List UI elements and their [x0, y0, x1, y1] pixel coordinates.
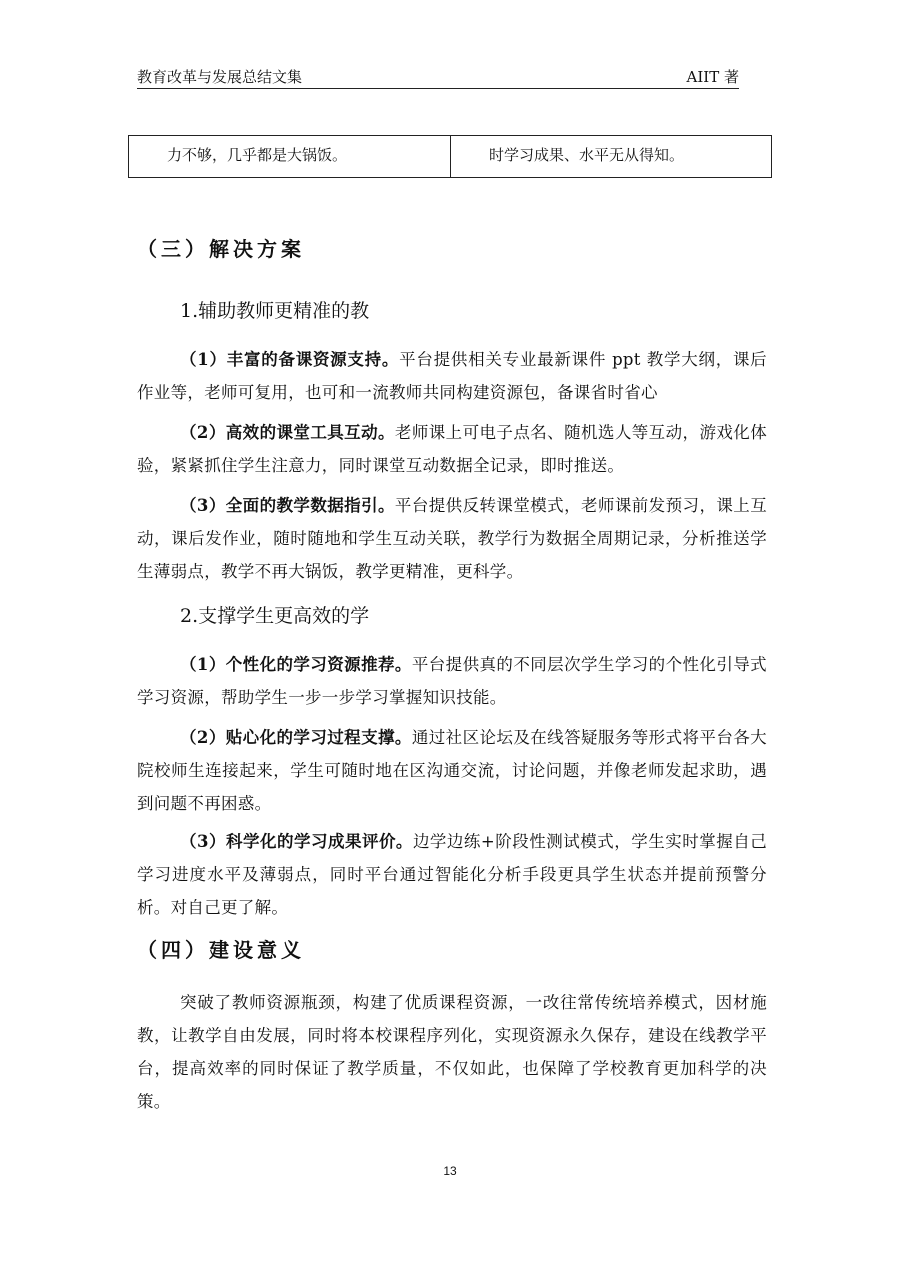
paragraph-lead: （3）全面的教学数据指引。 — [180, 496, 395, 515]
header-author: AIIT 著 — [686, 68, 739, 86]
paragraph-item — [137, 648, 767, 714]
paragraph-item — [137, 825, 767, 924]
page-number: 13 — [443, 1164, 457, 1178]
header-title: 教育改革与发展总结文集 — [137, 68, 303, 86]
paragraph-item — [137, 416, 767, 482]
paragraph-text: 平台提供相关专业最新课件 ppt 教学大纲，课后作业等，老师可复用，也可和一流教师共同构建资源包，备课省时省心 — [137, 350, 767, 402]
paragraph-lead: （3）科学化的学习成果评价。 — [180, 832, 413, 851]
subheading-student: 2.支撑学生更高效的学 — [180, 605, 370, 627]
paragraph-text: 平台提供反转课堂模式，老师课前发预习，课上互动，课后发作业，随时随地和学生互动关联，教学行为数据全周期记录，分析推送学生薄弱点，教学不再大锅饭，教学更精准，更科学。 — [137, 496, 767, 581]
section-heading-significance: （四）建设意义 — [137, 938, 305, 962]
paragraph-text: 老师课上可电子点名、随机选人等互动，游戏化体验，紧紧抓住学生注意力，同时课堂互动数据全记录，即时推送。 — [137, 423, 767, 475]
table-cell-left: 力不够，几乎都是大锅饭。 — [129, 136, 451, 177]
paragraph-lead: （1）个性化的学习资源推荐。 — [180, 655, 412, 674]
paragraph-significance: 突破了教师资源瓶颈，构建了优质课程资源，一改往常传统培养模式，因材施教，让教学自由发展，同时将本校课程序列化，实现资源永久保存，建设在线教学平台，提高效率的同时保证了教学质量，不仅如此，也保障了学校教育更加科学的决策。 — [137, 993, 767, 1111]
section-heading-solution: （三）解决方案 — [137, 237, 305, 261]
paragraph-text: 通过社区论坛及在线答疑服务等形式将平台各大院校师生连接起来，学生可随时地在区沟通交流，讨论问题，并像老师发起求助，遇到问题不再困惑。 — [137, 728, 767, 813]
paragraph-item — [137, 489, 767, 588]
paragraph-lead: （2）贴心化的学习过程支撑。 — [180, 728, 412, 747]
table-row — [128, 135, 772, 178]
paragraph-text: 边学边练+阶段性测试模式，学生实时掌握自己学习进度水平及薄弱点，同时平台通过智能化分析手段更具学生状态并提前预警分析。对自己更了解。 — [137, 832, 767, 917]
subheading-teacher: 1.辅助教师更精准的教 — [180, 300, 370, 322]
paragraph-item — [137, 343, 767, 409]
paragraph-lead: （2）高效的课堂工具互动。 — [180, 423, 395, 442]
paragraph-item — [137, 721, 767, 820]
table-cell-right: 时学习成果、水平无从得知。 — [489, 146, 685, 164]
page-header — [137, 66, 739, 89]
paragraph-text: 平台提供真的不同层次学生学习的个性化引导式学习资源，帮助学生一步一步学习掌握知识技能。 — [137, 655, 767, 707]
paragraph-lead: （1）丰富的备课资源支持。 — [180, 350, 400, 369]
